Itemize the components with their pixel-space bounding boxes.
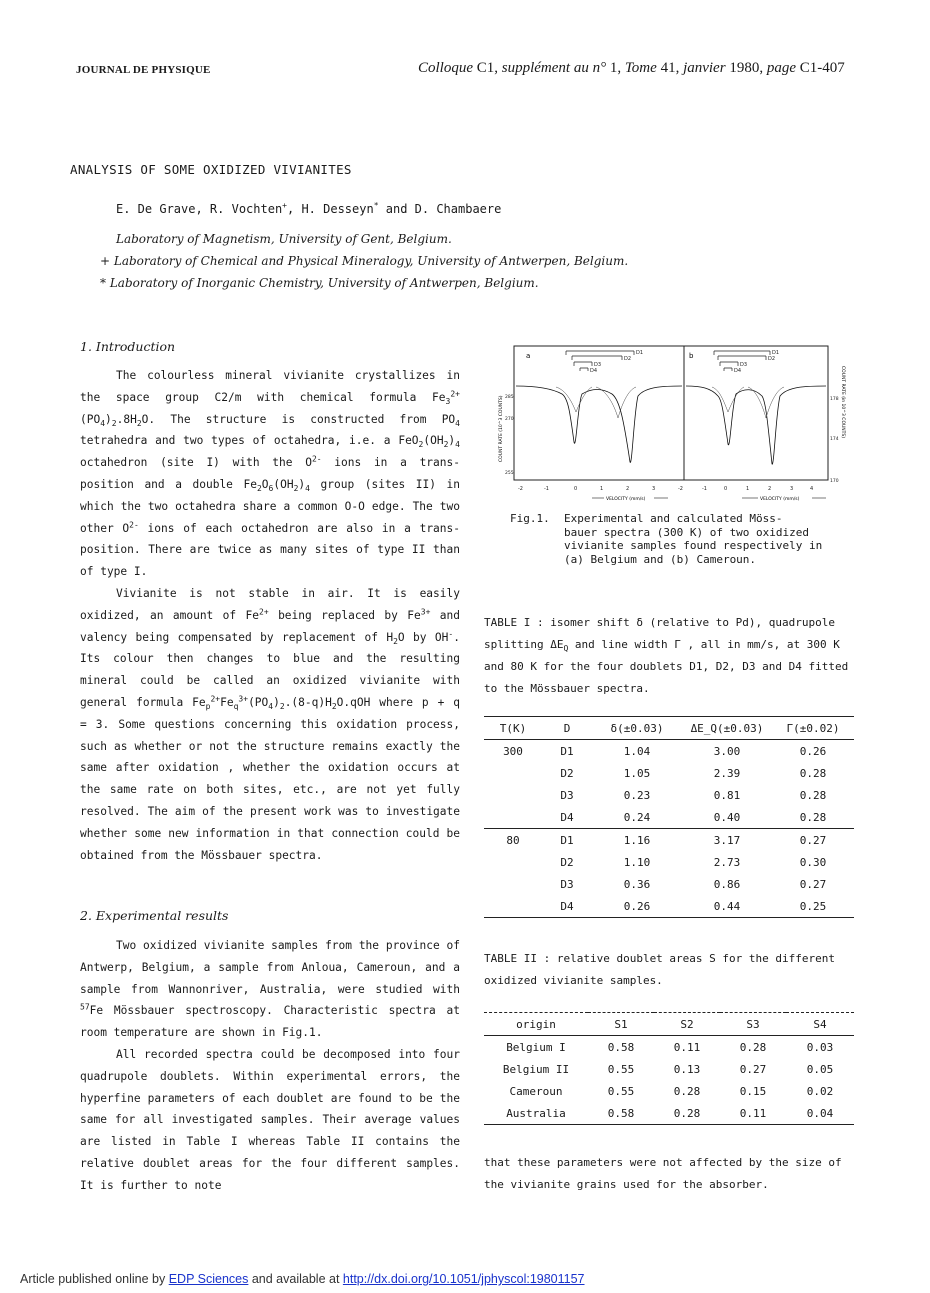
- table-row: Australia 0.58 0.28 0.11 0.04: [484, 1102, 854, 1125]
- table-2: [484, 1012, 854, 1125]
- right-x-ticks: [678, 486, 813, 492]
- table-2-header-row: origin S1 S2 S3 S4: [484, 1013, 854, 1036]
- section-heading-experimental-results: 2. Experimental results: [80, 908, 229, 923]
- svg-text:D3: D3: [740, 362, 748, 368]
- right-x-axis-label: VELOCITY (mm/s): [760, 497, 800, 502]
- panel-a-label: a: [526, 352, 531, 360]
- svg-text:0: 0: [574, 486, 578, 492]
- svg-text:D1: D1: [772, 350, 780, 356]
- right-y-axis-label: COUNT RATE (in 10^3 COUNTS): [840, 366, 845, 439]
- panel-b-spectrum: [686, 386, 826, 464]
- svg-text:D1: D1: [636, 350, 644, 356]
- affiliation-2: + Laboratory of Chemical and Physical Mineralogy, University of Antwerpen, Belgium.: [100, 254, 629, 268]
- table-row: Belgium I 0.58 0.11 0.28 0.03: [506, 1040, 834, 1054]
- intro-paragraph-1: The colourless mineral vivianite crystallizes in the space group C2/m with chemical formula $Fe_3^{2+}(PO_4)_2.8H_2O$. The structure is constructed from $PO_4$ tetrahedra and two types of octahedra, i.e. a $FeO_2(OH_2)_4$ octahedron (site I) with the $O^{2-}$ ions in a trans-position and a double $Fe_2O_6(OH_2)_4$ group (sites II) in which the two octahedra share a common O-O edge. The two other $O^{2-}$ ions of each octahedron are also in a trans-position. There are twice as many sites of type II than of type I.: [80, 369, 460, 579]
- left-y-ticks: [505, 394, 514, 476]
- mossbauer-spectra-figure: [496, 342, 852, 506]
- panel-b-subspectra: [712, 387, 784, 418]
- panel-a-doublet-labels: [590, 350, 643, 374]
- svg-text:D2: D2: [624, 356, 632, 362]
- section-heading-introduction: 1. Introduction: [80, 339, 176, 354]
- journal-name: JOURNAL DE PHYSIQUE: [76, 64, 211, 76]
- table-1-header-row: T(K) D δ(±0.03) ΔE_Q(±0.03) Γ(±0.02): [484, 717, 854, 740]
- table-row: D4 0.26 0.44 0.25: [484, 895, 854, 918]
- table-1-caption: TABLE I : isomer shift δ (relative to Pd), quadrupole splitting $\Delta E_Q$ and line width Γ , all in mm/s, at 300 K and 80 K for the four doublets D1, D2, D3 and D4 fitted to the Mössbauer spectra.: [484, 616, 849, 695]
- svg-text:1: 1: [600, 486, 604, 492]
- results-body: [80, 935, 460, 1197]
- svg-text:0: 0: [724, 486, 728, 492]
- table-row: D2 1.10 2.73 0.30: [560, 855, 827, 869]
- panel-b-doublet-bars: [714, 351, 770, 371]
- table-row: Cameroun 0.55 0.28 0.15 0.02: [509, 1084, 834, 1098]
- publication-footer: Article published online by EDP Sciences and available at http://dx.doi.org/10.1051/jphyscol:19801157: [20, 1272, 585, 1286]
- panel-a-spectrum: [516, 386, 682, 462]
- svg-text:170: 170: [830, 479, 839, 484]
- table-row: 300 D1 1.04 3.00 0.26: [503, 744, 827, 758]
- table-row: D3 0.36 0.86 0.27: [560, 877, 827, 891]
- introduction-body: [80, 365, 460, 866]
- table-row: Belgium II 0.55 0.13 0.27 0.05: [502, 1062, 834, 1076]
- svg-text:3: 3: [790, 486, 794, 492]
- svg-text:-2: -2: [678, 486, 683, 492]
- right-y-ticks: [830, 396, 839, 484]
- svg-text:D4: D4: [734, 368, 742, 374]
- affiliation-1: Laboratory of Magnetism, University of Gent, Belgium.: [116, 232, 452, 246]
- svg-text:D2: D2: [768, 356, 776, 362]
- svg-text:174: 174: [830, 437, 839, 442]
- figure-caption: Fig.1. Experimental and calculated Möss- bauer spectra (300 K) of two oxidized vivianite samples found respectively in (a) Belgium and (b) Cameroun.: [510, 512, 823, 566]
- table-1-group-80K: [484, 829, 854, 918]
- svg-text:285: 285: [505, 395, 514, 400]
- table-row: 80 D1 1.16 3.17 0.27: [506, 833, 827, 847]
- svg-text:255: 255: [505, 471, 514, 476]
- svg-text:178: 178: [830, 397, 839, 402]
- continuation-text: that these parameters were not affected by the size of the vivianite grains used for the absorber.: [484, 1156, 842, 1191]
- left-y-axis-label: COUNT RATE (10^3 COUNTS): [499, 395, 504, 462]
- svg-text:D4: D4: [590, 368, 598, 374]
- edp-sciences-link[interactable]: EDP Sciences: [168, 1272, 249, 1286]
- svg-text:-1: -1: [702, 486, 707, 492]
- svg-text:D3: D3: [594, 362, 602, 368]
- table-row: D2 1.05 2.39 0.28: [560, 766, 827, 780]
- doi-link[interactable]: http://dx.doi.org/10.1051/jphyscol:19801157: [342, 1272, 585, 1286]
- svg-text:-2: -2: [518, 486, 523, 492]
- svg-text:4: 4: [810, 486, 814, 492]
- left-x-axis-label: VELOCITY (mm/s): [606, 497, 646, 502]
- table-1-group-300K: [484, 740, 854, 829]
- authors: E. De Grave, R. Vochten+, H. Desseyn* and D. Chambaere: [116, 201, 502, 216]
- panel-b-doublet-labels: [734, 350, 779, 374]
- results-paragraph-1: Two oxidized vivianite samples from the province of Antwerp, Belgium, a sample from Anloua, Cameroun, and a sample from Wannonriver, Australia, were studied with $^{57}$Fe Mössbauer spectroscopy. Characteristic spectra at room temperature are shown in Fig.1.: [80, 939, 460, 1040]
- paper-title: ANALYSIS OF SOME OXIDIZED VIVIANITES: [70, 162, 352, 177]
- left-x-ticks: [518, 486, 655, 492]
- results-paragraph-2: All recorded spectra could be decomposed into four quadrupole doublets. Within experimental errors, the hyperfine parameters of each doublet are found to be the same for all investigated samples. Their average values are listed in Table I whereas Table II contains the relative doublet areas for the four different samples. It is further to note: [80, 1047, 460, 1192]
- affiliation-3: * Laboratory of Inorganic Chemistry, University of Antwerpen, Belgium.: [100, 276, 539, 290]
- panel-a-subspectra: [556, 387, 636, 418]
- table-row: D3 0.23 0.81 0.28: [560, 788, 827, 802]
- svg-text:2: 2: [768, 486, 772, 492]
- intro-paragraph-2: Vivianite is not stable in air. It is easily oxidized, an amount of $Fe^{2+}$ being replaced by $Fe^{3+}$ and valency being compensated by replacement of $H_2O$ by OH-. Its colour then changes to blue and the resulting mineral could be called an oxidized vivianite with general formula $Fe_p^{2+}Fe_q^{3+}(PO_4)_2.(8-q)H_2O.qOH$ where p + q = 3. Some questions concerning this oxidation process, such as whether or not the structure remains exactly the same after oxidation , whether the oxidation occurs at the same rate on both sites, etc., are not yet fully resolved. The aim of the present work was to investigate whether some new information in that connection could be obtained from the Mössbauer spectra.: [80, 586, 460, 862]
- svg-text:2: 2: [626, 486, 630, 492]
- table-2-caption: TABLE II : relative doublet areas S for the different oxidized vivianite samples.: [484, 952, 835, 987]
- table-row: D4 0.24 0.40 0.28: [484, 806, 854, 829]
- svg-text:1: 1: [746, 486, 750, 492]
- svg-text:-1: -1: [544, 486, 549, 492]
- table-1: [484, 716, 854, 918]
- citation: Colloque C1, supplément au n° 1, Tome 41, janvier 1980, page C1-407: [418, 60, 845, 76]
- panel-b-frame: [684, 346, 828, 480]
- svg-text:270: 270: [505, 417, 514, 422]
- panel-b-label: b: [689, 352, 694, 360]
- svg-text:3: 3: [652, 486, 656, 492]
